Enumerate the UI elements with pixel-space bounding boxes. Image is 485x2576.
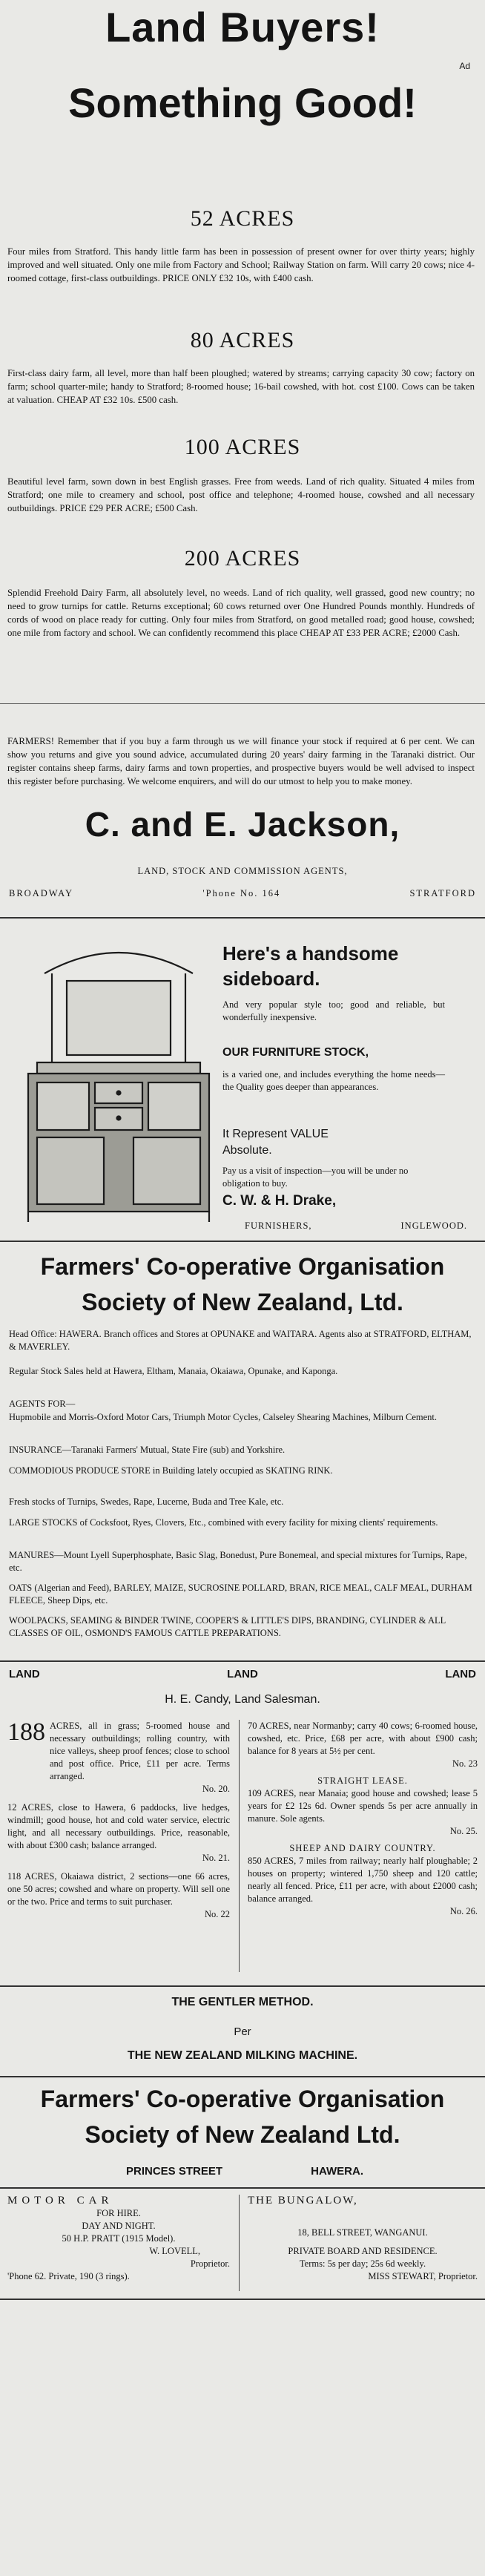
coop2-address-row bbox=[126, 2165, 363, 2178]
coop-agents-label: AGENTS FOR— bbox=[9, 1399, 76, 1409]
land-center: LAND bbox=[227, 1668, 258, 1680]
listing-heading: 100 ACRES bbox=[184, 435, 301, 459]
furniture-trade-row bbox=[245, 1220, 467, 1232]
candy-listing-text: ACRES, all in grass; 5-roomed house and necessary outbuildings; rolling country, with nice valleys, sheep proof fences; close to school and post office. Price, £11 per acre. Terms arranged. bbox=[50, 1721, 230, 1781]
candy-listing-no: No. 23 bbox=[452, 1758, 478, 1769]
furniture-visit: Pay us a visit of inspection—you will be under no obligation to buy. bbox=[222, 1166, 409, 1189]
ad-land-buyers bbox=[0, 3, 485, 128]
candy-listing-text: 70 ACRES, near Normanby; carry 40 cows; 6-roomed house, cowshed, etc. Price, £68 per acre, with about £900 cash; balance for 8 years at 5½ per cent. bbox=[248, 1721, 478, 1756]
listing-text: Beautiful level farm, sown down in best English grasses. Free from weeds. Land of rich quality. Situated 4 miles from Stratford; one mile to creamery and school, post office and telephone; 4-roomed house, cowshed and all necessary outbuildings. PRICE £29 PER ACRE; £500 Cash. bbox=[7, 476, 475, 513]
agent-role: LAND, STOCK AND COMMISSION AGENTS, bbox=[137, 866, 348, 876]
candy-listing-text: 109 ACRES, near Manaia; good house and cowshed; lease 5 years for £2 12s 6d. Owner spends 5s per acre annually in manure. Sole agents. bbox=[248, 1788, 478, 1824]
gentler-method: THE GENTLER METHOD. bbox=[171, 1996, 314, 2008]
listing-heading: 200 ACRES bbox=[184, 546, 301, 571]
agent-name: C. and E. Jackson, bbox=[85, 805, 400, 844]
bungalow-ad bbox=[248, 2195, 478, 2283]
furniture-place: INGLEWOOD. bbox=[400, 1220, 467, 1231]
coop-name-line1: Farmers' Co-operative Organisation bbox=[40, 1253, 445, 1280]
coop2-name bbox=[0, 2083, 485, 2150]
divider bbox=[0, 703, 485, 704]
candy-agent: H. E. Candy, Land Salesman. bbox=[165, 1693, 320, 1706]
coop-item: COMMODIOUS PRODUCE STORE in Building lately occupied as SKATING RINK. bbox=[9, 1465, 333, 1476]
furniture-headline: Here's a handsome sideboard. bbox=[222, 942, 399, 990]
land-right: LAND bbox=[445, 1668, 476, 1680]
coop-name bbox=[0, 1251, 485, 1318]
motor-title: MOTOR CAR bbox=[7, 2195, 113, 2207]
ad-title: Land Buyers! bbox=[105, 4, 380, 50]
candy-listing-text: 12 ACRES, close to Hawera, 6 paddocks, live hedges, windmill; good house, hot and cold water service, electric light, and all necessary outbuildings. Price, reasonable, with about £300 cash; balance arranged. bbox=[7, 1802, 230, 1850]
column-rule bbox=[239, 2195, 240, 2291]
agent-address-row bbox=[9, 887, 476, 900]
motor-hire: FOR HIRE. bbox=[96, 2208, 141, 2218]
farmers-notice: FARMERS! Remember that if you buy a farm through us we will finance your stock if required at 6 per cent. We can show you returns and give you sound advice, accumulated during 20 years' dairy farming in the Taranaki district. Our register contains sheep farms, dairy farms and town properties, and prospective buyers would be well advised to inspect this register before purchasing. We welcome enquirers, and will do our utmost to help you to make money. bbox=[7, 736, 475, 786]
candy-land-row bbox=[9, 1668, 476, 1680]
coop-item: WOOLPACKS, SEAMING & BINDER TWINE, COOPER'S & LITTLE'S DIPS, BRANDING, CYLINDER & ALL CLASSES OF OIL, OSMOND'S FAMOUS CATTLE PREPARATIONS. bbox=[9, 1615, 446, 1638]
furniture-subhead: OUR FURNITURE STOCK, bbox=[222, 1046, 369, 1059]
bungalow-address: 18, BELL STREET, WANGANUI. bbox=[297, 2227, 428, 2238]
divider bbox=[0, 1241, 485, 1242]
bungalow-board: PRIVATE BOARD AND RESIDENCE. bbox=[288, 2246, 438, 2256]
listing-text: First-class dairy farm, all level, more than half been ploughed; watered by streams; carrying capacity 30 cow; factory on farm; school quarter-mile; handy to Stratford; 8-roomed house; 16-bail cowshed, with hot. cost £100. Cows can be taken at valuation. CHEAP AT £32 10s. £500 cash. bbox=[7, 368, 475, 405]
candy-subhead: SHEEP AND DAIRY COUNTRY. bbox=[289, 1843, 436, 1853]
column-rule bbox=[239, 1720, 240, 1972]
candy-subhead: STRAIGHT LEASE. bbox=[317, 1775, 408, 1786]
coop-agents-for: Hupmobile and Morris-Oxford Motor Cars, Triumph Motor Cycles, Calseley Shearing Machines, Milburn Cement. bbox=[9, 1412, 438, 1422]
motor-owner-role: Proprietor. bbox=[190, 2258, 230, 2269]
coop-stock-sales: Regular Stock Sales held at Hawera, Eltham, Manaia, Okaiawa, Opunake, and Kaponga. bbox=[9, 1366, 338, 1376]
motor-hours: DAY AND NIGHT. bbox=[82, 2221, 156, 2231]
coop-head-office: Head Office: HAWERA. Branch offices and Stores at OPUNAKE and WAITARA. Agents also at STRATFORD, ELTHAM, & MAVERLEY. bbox=[9, 1329, 472, 1352]
motor-phone: 'Phone 62. Private, 190 (3 rings). bbox=[7, 2271, 130, 2281]
coop2-name-line2: Society of New Zealand Ltd. bbox=[85, 2121, 400, 2148]
candy-listing-text: 850 ACRES, 7 miles from railway; nearly half ploughable; 2 houses on property; wintered 1,750 sheep and 120 cattle; nearly all fenced. Price, £11 per acre, with about £2000 cash; balance arranged. bbox=[248, 1856, 478, 1904]
coop-item: OATS (Algerian and Feed), BARLEY, MAIZE, SUCROSINE POLLARD, BRAN, RICE MEAL, CALF MEAL, DURHAM FLEECE, Sheep Dips, etc. bbox=[9, 1583, 472, 1606]
candy-big-number: 188 bbox=[7, 1718, 45, 1746]
furniture-intro: And very popular style too; good and reliable, but wonderfully inexpensive. bbox=[222, 999, 445, 1022]
coop-item: Fresh stocks of Turnips, Swedes, Rape, Lucerne, Buda and Tree Kale, etc. bbox=[9, 1496, 284, 1507]
ad-subtitle: Something Good! bbox=[68, 79, 417, 126]
divider bbox=[0, 1985, 485, 1987]
candy-listing-no: No. 21. bbox=[202, 1853, 230, 1863]
listing-text: Four miles from Stratford. This handy little farm has been in possession of present owner for over thirty years; highly improved and well situated. Only one mile from Factory and School; Railway Station on farm. Will carry 20 cows; nice 4-roomed cottage, first-class outbuildings. PRICE ONLY £32 10s, with £400 cash. bbox=[7, 246, 475, 283]
per-label: Per bbox=[234, 2025, 251, 2038]
divider bbox=[0, 917, 485, 919]
motor-owner: W. LOVELL, bbox=[149, 2246, 200, 2256]
land-left: LAND bbox=[9, 1668, 40, 1680]
coop2-name-line1: Farmers' Co-operative Organisation bbox=[40, 2086, 445, 2112]
listing-text: Splendid Freehold Dairy Farm, all absolutely level, no weeds. Land of rich quality, well grassed, good new country; no need to grow turnips for cattle. Returns exceptional; 60 cows returned over One Hundred Pounds monthly. Hundreds of cords of wood on place ready for cutting. Only four miles from Stratford, on good metalled road; good house, cowshed; one mile from factory and school. We can confidently recommend this place CHEAP AT £33 PER ACRE; £2000 Cash. bbox=[7, 588, 475, 638]
coop-item: MANURES—Mount Lyell Superphosphate, Basic Slag, Bonedust, Pure Bonemeal, and special mixtures for Turnips, Rape, etc. bbox=[9, 1550, 467, 1573]
furniture-body: is a varied one, and includes everything the home needs—the Quality goes deeper than appearances. bbox=[222, 1069, 445, 1092]
furniture-value: It Represent VALUE Absolute. bbox=[222, 1128, 329, 1157]
agent-town: STRATFORD bbox=[409, 888, 476, 898]
candy-listing bbox=[7, 1720, 230, 1783]
motor-car: 50 H.P. PRATT (1915 Model). bbox=[62, 2233, 176, 2244]
sideboard-illustration bbox=[7, 936, 230, 1226]
furniture-company: C. W. & H. Drake, bbox=[222, 1193, 337, 1209]
candy-listing-no: No. 26. bbox=[449, 1906, 478, 1916]
milking-machine: THE NEW ZEALAND MILKING MACHINE. bbox=[127, 2049, 358, 2062]
divider bbox=[0, 2076, 485, 2077]
furniture-trade: FURNISHERS, bbox=[245, 1220, 312, 1231]
candy-listing-text: 118 ACRES, Okaiawa district, 2 sections—one 66 acres, one 50 acres; cowshed and whare on property. Will sell one or the two. Price and terms to suit purchaser. bbox=[7, 1871, 230, 1907]
coop2-street: PRINCES STREET bbox=[126, 2165, 223, 2178]
divider bbox=[0, 2299, 485, 2300]
motor-ad bbox=[7, 2195, 230, 2283]
candy-left-column bbox=[7, 1720, 230, 1921]
listing-heading: 52 ACRES bbox=[190, 206, 295, 231]
coop2-town: HAWERA. bbox=[311, 2165, 363, 2178]
bungalow-terms: Terms: 5s per day; 25s 6d weekly. bbox=[299, 2258, 426, 2269]
agent-phone: 'Phone No. 164 bbox=[202, 888, 281, 898]
agent-street: BROADWAY bbox=[9, 888, 74, 898]
candy-right-column bbox=[248, 1720, 478, 1918]
coop-item: LARGE STOCKS of Cocksfoot, Ryes, Clovers, Etc., combined with every facility for mixing clients' requirements. bbox=[9, 1517, 438, 1528]
flag-mark: Ad bbox=[459, 61, 470, 71]
listing-heading: 80 ACRES bbox=[190, 328, 295, 352]
coop-item: INSURANCE—Taranaki Farmers' Mutual, State Fire (sub) and Yorkshire. bbox=[9, 1445, 286, 1455]
coop-name-line2: Society of New Zealand, Ltd. bbox=[82, 1289, 403, 1315]
divider bbox=[0, 2187, 485, 2189]
candy-listing-no: No. 20. bbox=[202, 1784, 230, 1794]
bungalow-owner: MISS STEWART, Proprietor. bbox=[368, 2271, 478, 2281]
divider bbox=[0, 1660, 485, 1662]
bungalow-title: THE BUNGALOW, bbox=[248, 2195, 358, 2207]
candy-listing-no: No. 22 bbox=[204, 1909, 230, 1919]
candy-listing-no: No. 25. bbox=[449, 1826, 478, 1836]
